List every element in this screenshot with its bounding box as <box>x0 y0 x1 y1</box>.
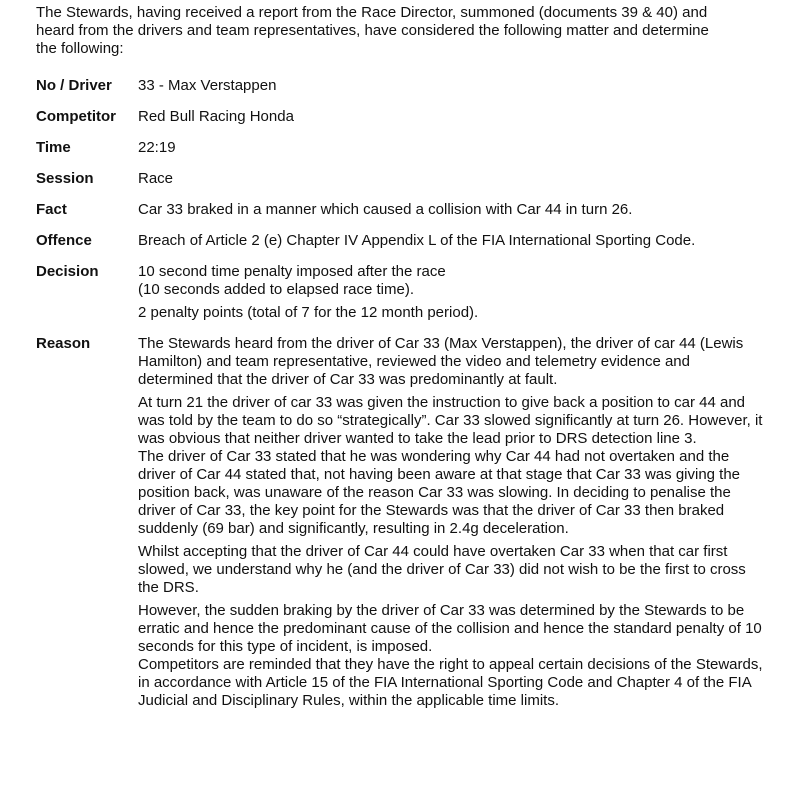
value-offence: Breach of Article 2 (e) Chapter IV Appendix L of the FIA International Sporting Code. <box>138 232 696 249</box>
label-decision: Decision <box>36 263 99 280</box>
decision-line-2: (10 seconds added to elapsed race time). <box>138 281 414 298</box>
decision-line-1: 10 second time penalty imposed after the race <box>138 263 446 280</box>
row-decision <box>36 263 766 322</box>
row-session <box>36 170 766 188</box>
value-decision <box>138 263 766 322</box>
value-competitor: Red Bull Racing Honda <box>138 108 294 125</box>
row-fact <box>36 201 766 219</box>
reason-paragraph-4: Whilst accepting that the driver of Car 44 could have overtaken Car 33 when that car first slowed, we understand why he (and the driver of Car 33) did not wish to be the first to cross the DRS. <box>138 543 746 596</box>
label-reason: Reason <box>36 335 91 352</box>
reason-paragraph-1: The Stewards heard from the driver of Car 33 (Max Verstappen), the driver of car 44 (Lewis Hamilton) and team representative, reviewed the video and telemetry evidence and determined that the driver of Car 33 was predominantly at fault. <box>138 335 744 388</box>
value-fact: Car 33 braked in a manner which caused a collision with Car 44 in turn 26. <box>138 201 633 218</box>
label-session: Session <box>36 170 94 187</box>
decision-table <box>36 77 766 710</box>
reason-paragraph-2: At turn 21 the driver of car 33 was given the instruction to give back a position to car 44 and was told by the team to do so “strategically”. Car 33 slowed significantly at turn 26. However, it was obvious that neither driver wanted to take the lead prior to DRS detection line 3. <box>138 394 763 447</box>
reason-paragraph-5: However, the sudden braking by the driver of Car 33 was determined by the Stewards to be erratic and hence the predominant cause of the collision and hence the standard penalty of 10 seconds for this type of incident, is imposed. <box>138 602 762 655</box>
label-time: Time <box>36 139 71 156</box>
label-driver: No / Driver <box>36 77 112 94</box>
label-offence: Offence <box>36 232 92 249</box>
label-competitor: Competitor <box>36 108 116 125</box>
value-driver: 33 - Max Verstappen <box>138 77 277 94</box>
label-fact: Fact <box>36 201 67 218</box>
value-time: 22:19 <box>138 139 176 156</box>
decision-line-3: 2 penalty points (total of 7 for the 12 month period). <box>138 304 479 321</box>
reason-paragraph-3: The driver of Car 33 stated that he was wondering why Car 44 had not overtaken and the driver of Car 44 stated that, not having been aware at that stage that Car 33 was giving the position back, was unaware of the reason Car 33 was slowing. In deciding to penalise the driver of Car 33, the key point for the Stewards was that the driver of Car 33 then braked suddenly (69 bar) and significantly, resulting in 2.4g deceleration. <box>138 448 741 537</box>
reason-paragraph-6: Competitors are reminded that they have the right to appeal certain decisions of the Stewards, in accordance with Article 15 of the FIA International Sporting Code and Chapter 4 of the FIA Judicial and Disciplinary Rules, within the applicable time limits. <box>138 656 763 709</box>
row-driver <box>36 77 766 95</box>
row-competitor <box>36 108 766 126</box>
row-offence <box>36 232 766 250</box>
intro-paragraph: The Stewards, having received a report from the Race Director, summoned (documents 39 & 40) and heard from the drivers and team representatives, have considered the following matter and determine the following: <box>36 4 709 57</box>
row-reason <box>36 335 766 710</box>
value-session: Race <box>138 170 174 187</box>
row-time <box>36 139 766 157</box>
value-reason <box>138 335 766 710</box>
